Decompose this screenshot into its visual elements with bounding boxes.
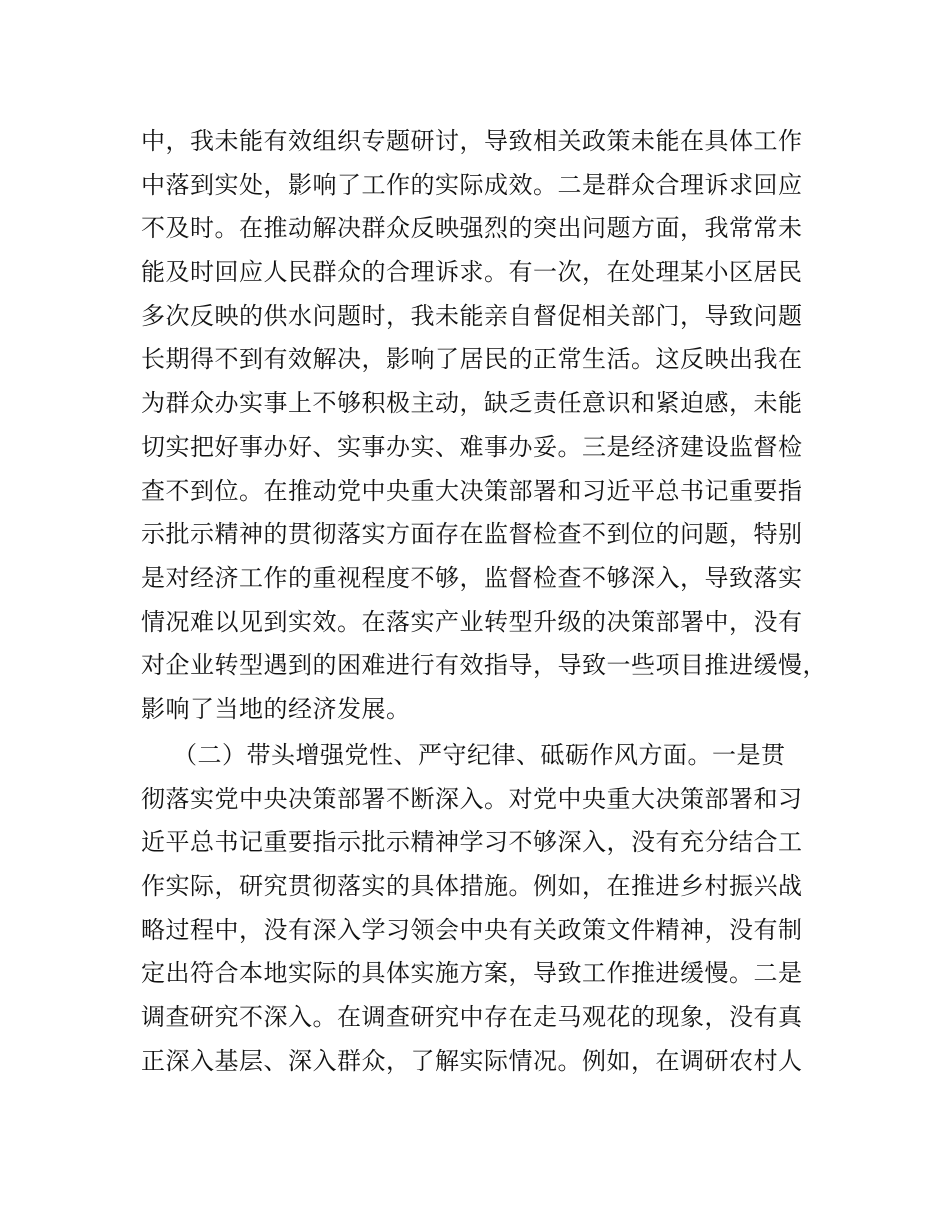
text-line: 略过程中，没有深入学习领会中央有关政策文件精神，没有制: [141, 915, 803, 944]
text-line: 正深入基层、深入群众，了解实际情况。例如，在调研农村人: [141, 1046, 803, 1075]
text-line: 情况难以见到实效。在落实产业转型升级的决策部署中，没有: [141, 607, 803, 636]
text-line: 切实把好事办好、实事办实、难事办妥。三是经济建设监督检: [141, 432, 803, 461]
text-line: 影响了当地的经济发展。: [141, 694, 411, 723]
text-line: 中，我未能有效组织专题研讨，导致相关政策未能在具体工作: [141, 127, 803, 155]
text-line: 调查研究不深入。在调查研究中存在走马观花的现象，没有真: [141, 1003, 803, 1032]
text-line: 定出符合本地实际的具体实施方案，导致工作推进缓慢。二是: [141, 959, 803, 988]
text-line: 是对经济工作的重视程度不够，监督检查不够深入，导致落实: [141, 563, 803, 592]
text-line: 对企业转型遇到的困难进行有效指导，导致一些项目推进缓慢，: [141, 651, 827, 680]
text-line: 彻落实党中央决策部署不断深入。对党中央重大决策部署和习: [141, 784, 803, 813]
text-line: 多次反映的供水问题时，我未能亲自督促相关部门，导致问题: [141, 301, 803, 330]
text-line: 为群众办实事上不够积极主动，缺乏责任意识和紧迫感，未能: [141, 389, 803, 418]
text-line: 查不到位。在推动党中央重大决策部署和习近平总书记重要指: [141, 476, 803, 505]
paragraph-continuation: [141, 120, 841, 732]
text-line: 示批示精神的贯彻落实方面存在监督检查不到位的问题，特别: [141, 520, 803, 549]
text-line: 近平总书记重要指示批示精神学习不够深入，没有充分结合工: [141, 828, 803, 857]
section-paragraph: [141, 734, 841, 1084]
text-line: 作实际，研究贯彻落实的具体措施。例如，在推进乡村振兴战: [141, 872, 803, 901]
text-line: 能及时回应人民群众的合理诉求。有一次，在处理某小区居民: [141, 258, 803, 287]
text-line: 不及时。在推动解决群众反映强烈的突出问题方面，我常常未: [141, 214, 803, 243]
text-line: 长期得不到有效解决，影响了居民的正常生活。这反映出我在: [141, 345, 803, 374]
text-line: 中落到实处，影响了工作的实际成效。二是群众合理诉求回应: [141, 170, 803, 199]
text-line: （二）带头增强党性、严守纪律、砥砺作风方面。一是贯: [173, 741, 786, 769]
